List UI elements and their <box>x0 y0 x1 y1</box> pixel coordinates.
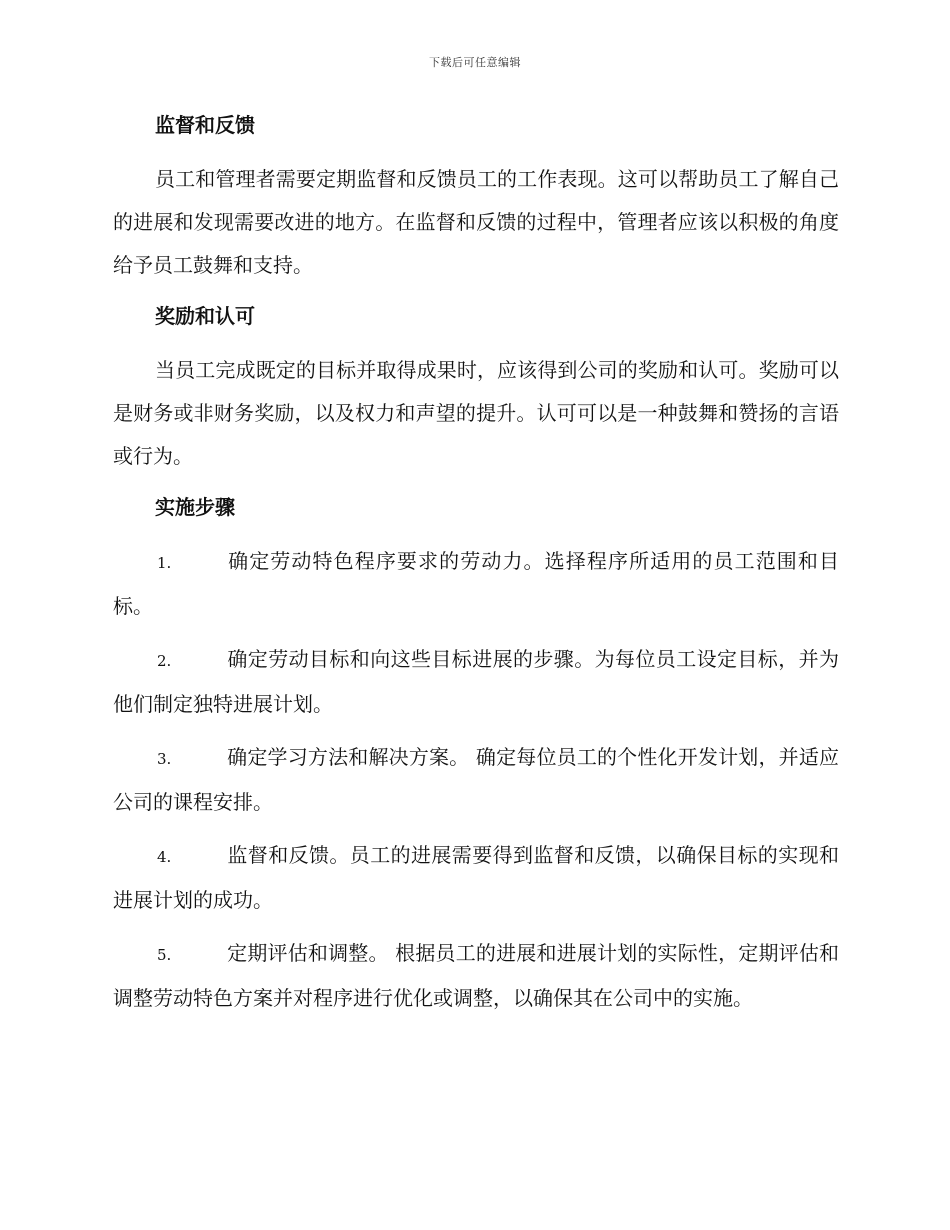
list-item-text: 监督和反馈。员工的进展需要得到监督和反馈，以确保目标的实现和进展计划的成功。 <box>113 843 839 912</box>
list-item-number: 2. <box>157 652 172 670</box>
list-item-number: 1. <box>157 554 172 572</box>
section-heading-supervision: 监督和反馈 <box>155 113 255 137</box>
list-item <box>113 932 839 1020</box>
section-heading-implementation: 实施步骤 <box>155 495 235 519</box>
steps-list <box>113 540 839 1020</box>
section-paragraph-rewards: 当员工完成既定的目标并取得成果时，应该得到公司的奖励和认可。奖励可以是财务或非财务奖励，以及权力和声望的提升。认可可以是一种鼓舞和赞扬的言语或行为。 <box>113 358 839 468</box>
list-item-text: 确定劳动特色程序要求的劳动力。选择程序所适用的员工范围和目标。 <box>113 549 839 618</box>
list-item-number: 3. <box>157 750 172 768</box>
list-item <box>113 736 839 824</box>
list-item <box>113 834 839 922</box>
list-item-number: 4. <box>157 848 172 866</box>
list-item-text: 定期评估和调整。 根据员工的进展和进展计划的实际性，定期评估和调整劳动特色方案并对程序进行优化或调整，以确保其在公司中的实施。 <box>113 941 839 1010</box>
document-body <box>113 110 839 1030</box>
list-item-text: 确定学习方法和解决方案。 确定每位员工的个性化开发计划，并适应公司的课程安排。 <box>113 745 839 814</box>
list-item-number: 5. <box>157 946 172 964</box>
page-header: 下载后可任意编辑 <box>429 56 521 69</box>
section-paragraph-supervision: 员工和管理者需要定期监督和反馈员工的工作表现。这可以帮助员工了解自己的进展和发现需要改进的地方。在监督和反馈的过程中，管理者应该以积极的角度给予员工鼓舞和支持。 <box>113 167 839 277</box>
section-heading-rewards: 奖励和认可 <box>155 304 255 328</box>
list-item <box>113 540 839 628</box>
list-item-text: 确定劳动目标和向这些目标进展的步骤。为每位员工设定目标，并为他们制定独特进展计划。 <box>113 647 839 716</box>
list-item <box>113 638 839 726</box>
